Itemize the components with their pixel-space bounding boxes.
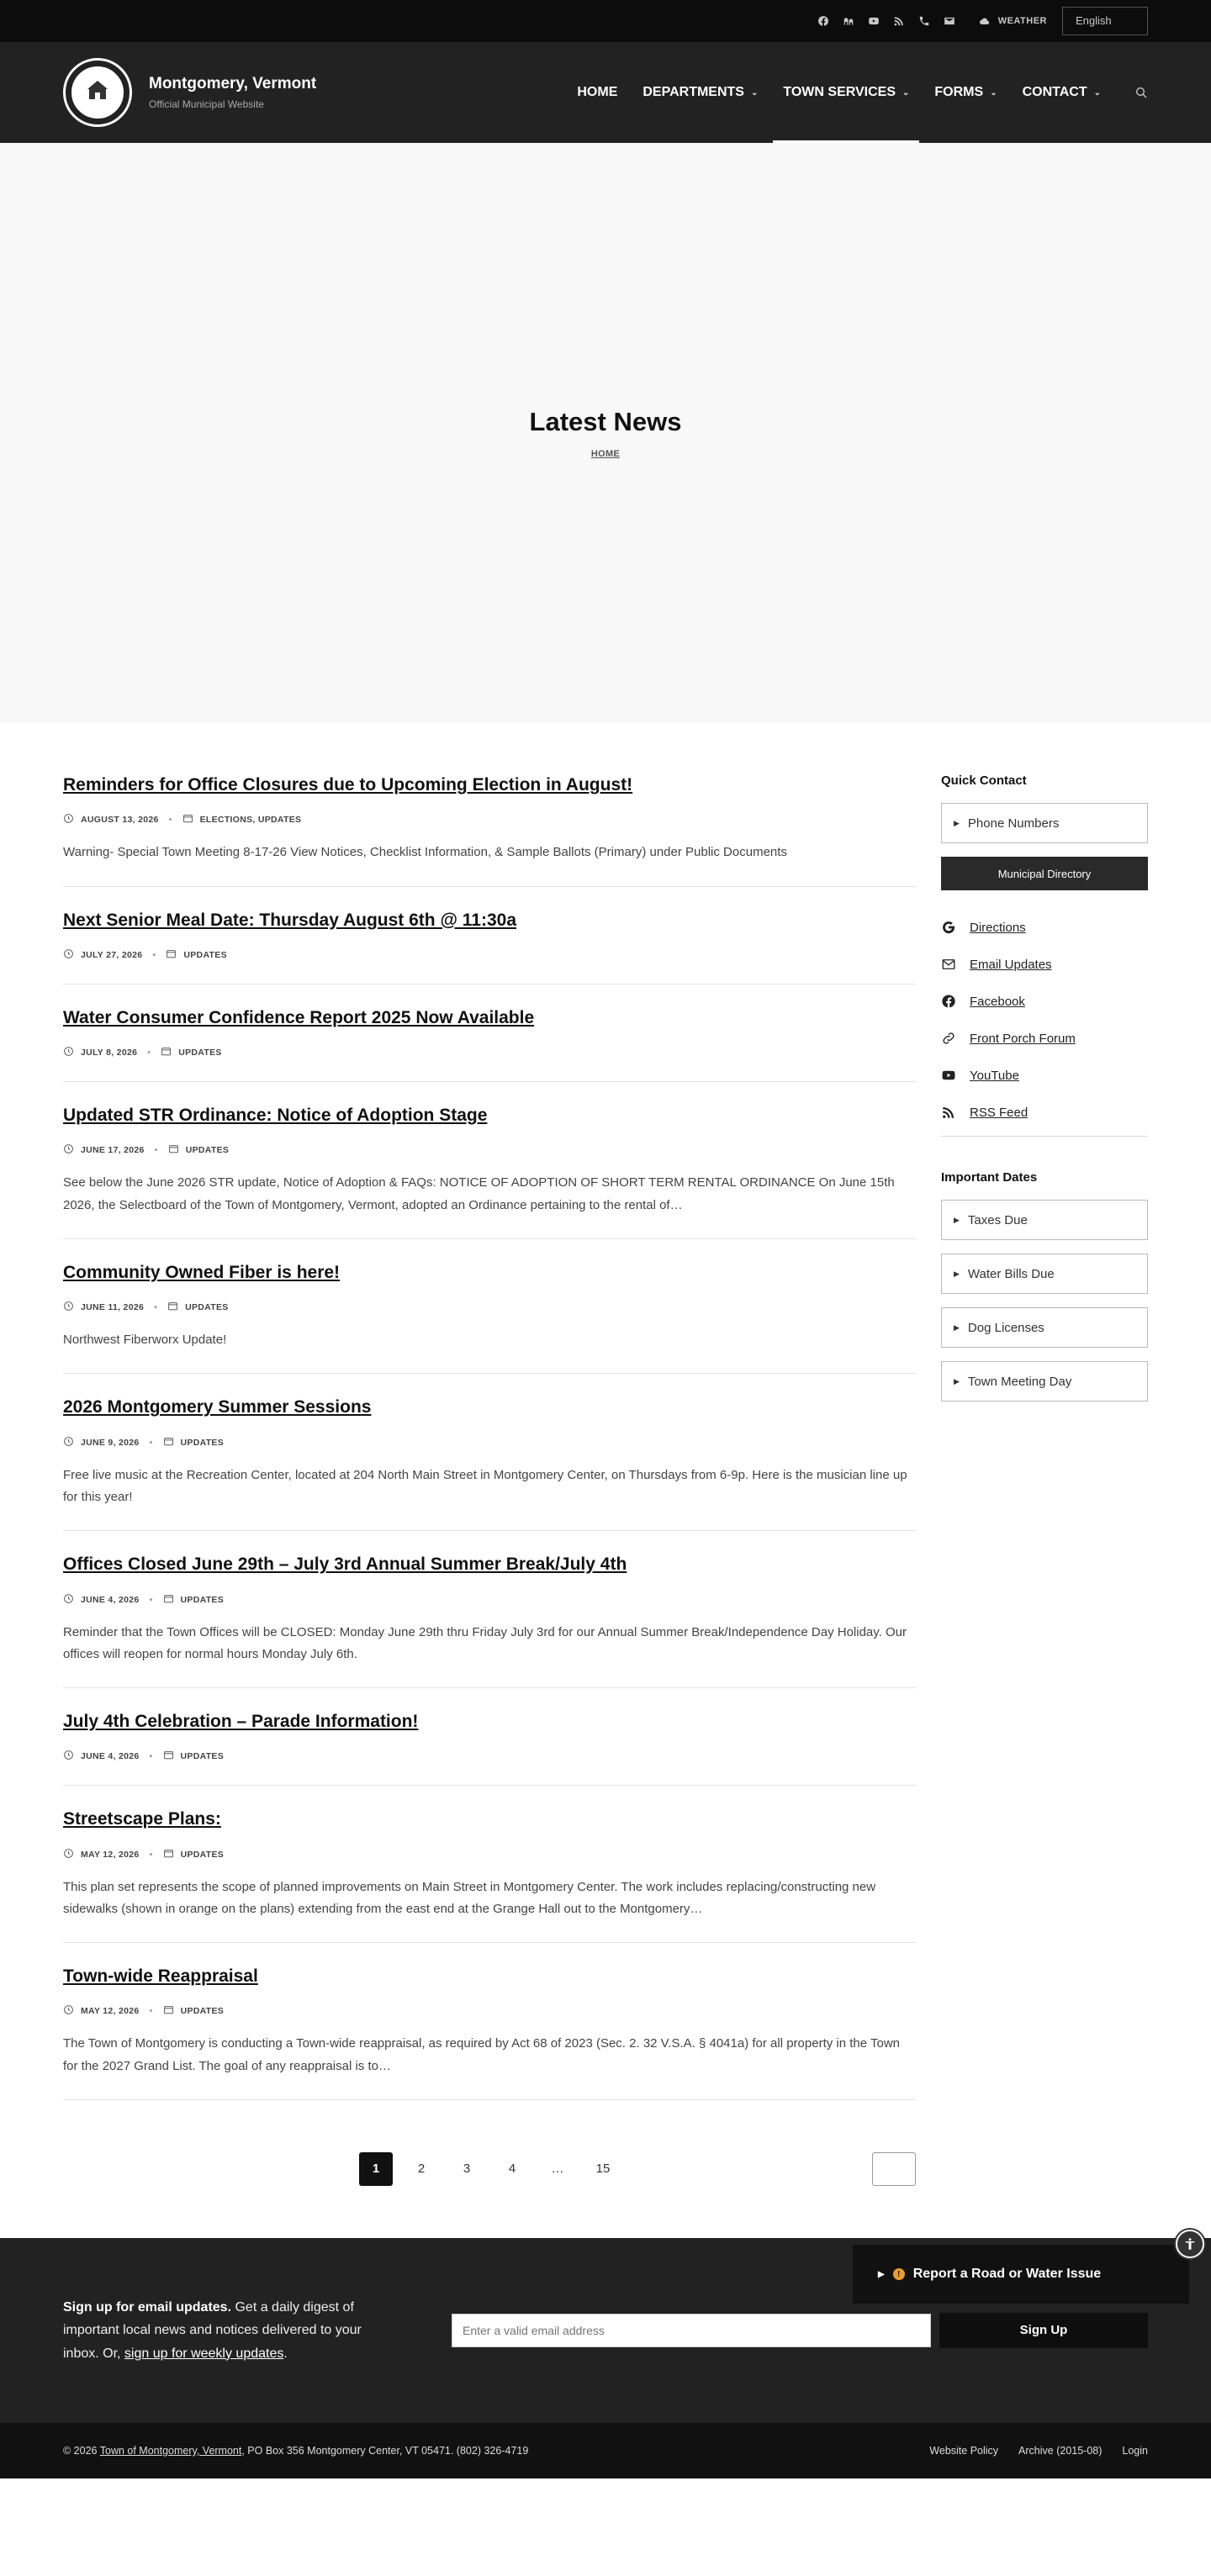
- post-categories[interactable]: UPDATES: [180, 1437, 225, 1448]
- folder-icon: [163, 2004, 174, 2018]
- page-2-link[interactable]: 2: [417, 2162, 426, 2177]
- post-date: MAY 12, 2026: [81, 1849, 140, 1860]
- email-updates-label: Email Updates: [970, 957, 1052, 972]
- post-item: [63, 1104, 916, 1239]
- facebook-icon[interactable]: [817, 14, 830, 28]
- signup-button[interactable]: Sign Up: [939, 2313, 1148, 2348]
- post-date: JUNE 11, 2026: [81, 1302, 145, 1313]
- post-categories[interactable]: UPDATES: [178, 1048, 222, 1058]
- clock-icon: [63, 948, 74, 962]
- copyright: [63, 2445, 528, 2457]
- post-meta: [63, 1046, 916, 1059]
- page-4-link[interactable]: 4: [508, 2162, 516, 2177]
- meta-separator: •: [154, 1302, 158, 1313]
- town-meeting-day-label: Town Meeting Day: [967, 1374, 1072, 1389]
- post-date: MAY 12, 2026: [81, 2006, 140, 2017]
- copyright-suffix: , PO Box 356 Montgomery Center, VT 05471. (802) 326-4719: [241, 2444, 529, 2457]
- youtube-icon[interactable]: [867, 14, 880, 28]
- site-name[interactable]: Montgomery, Vermont: [149, 75, 317, 92]
- clock-icon: [63, 1848, 74, 1861]
- meta-separator: •: [149, 1751, 153, 1762]
- signup-description: [63, 2296, 376, 2365]
- post-item: [63, 1710, 916, 1786]
- post-title-link[interactable]: Town-wide Reappraisal: [63, 1966, 258, 1987]
- page-3-link[interactable]: 3: [463, 2162, 471, 2177]
- nav-departments-label: DEPARTMENTS: [643, 85, 744, 99]
- folder-icon: [166, 948, 177, 962]
- link-icon: [941, 1031, 956, 1046]
- next-page-button[interactable]: [872, 2152, 916, 2186]
- post-excerpt: Warning- Special Town Meeting 8-17-26 View Notices, Checklist Information, & Sample Ballots (Primary) under Public Documents: [63, 845, 787, 860]
- post-title-link[interactable]: Next Senior Meal Date: Thursday August 6th @ 11:30a: [63, 910, 517, 930]
- triangle-right-icon: ▶: [954, 1215, 960, 1224]
- footer-bottom-bar: [0, 2423, 1211, 2478]
- nav-town-services-label: TOWN SERVICES: [783, 85, 896, 99]
- page-1-link[interactable]: 1: [359, 2152, 393, 2186]
- post-title-link[interactable]: Streetscape Plans:: [63, 1809, 221, 1829]
- post-title-link[interactable]: Water Consumer Confidence Report 2025 Now Available: [63, 1007, 535, 1027]
- sidebar: [941, 773, 1148, 2122]
- clock-icon: [63, 2004, 74, 2018]
- folder-icon: [167, 1301, 178, 1314]
- post-date: JULY 27, 2026: [81, 949, 143, 960]
- post-categories[interactable]: UPDATES: [180, 1594, 225, 1605]
- meta-separator: •: [147, 1048, 151, 1058]
- nav-contact[interactable]: [1023, 42, 1101, 143]
- post-excerpt: Free live music at the Recreation Center, located at 204 North Main Street in Montgomery Center, on Thursdays from 6-9p. Here is the musician line up for this year!: [63, 1467, 907, 1505]
- folder-icon: [163, 1848, 174, 1861]
- meta-separator: •: [149, 1437, 153, 1448]
- rss-feed-label: RSS Feed: [970, 1105, 1029, 1120]
- signup-body: Get a daily digest of important local news and notices delivered to your inbox. Or,: [63, 2300, 362, 2361]
- post-excerpt: Northwest Fiberworx Update!: [63, 1333, 227, 1348]
- rss-icon[interactable]: [892, 14, 906, 28]
- date-toggle-dog-licenses[interactable]: [941, 1307, 1148, 1348]
- report-issue-button[interactable]: [853, 2245, 1189, 2304]
- post-date: JUNE 17, 2026: [81, 1145, 145, 1156]
- post-date: JULY 8, 2026: [81, 1048, 138, 1058]
- post-meta: [63, 1436, 916, 1449]
- youtube-label: YouTube: [970, 1068, 1019, 1083]
- post-categories[interactable]: UPDATES: [180, 1849, 225, 1860]
- sidebar-link-facebook[interactable]: [941, 983, 1148, 1020]
- quick-links: [941, 909, 1148, 1131]
- post-categories[interactable]: UPDATES: [185, 1302, 229, 1313]
- main-content: [0, 723, 1211, 2122]
- post-title-link[interactable]: Updated STR Ordinance: Notice of Adoption Stage: [63, 1106, 488, 1126]
- nav-forms[interactable]: [934, 42, 997, 143]
- language-select[interactable]: English: [1062, 7, 1148, 35]
- post-date: JUNE 4, 2026: [81, 1594, 140, 1605]
- post-item: [63, 1396, 916, 1531]
- page-15-link[interactable]: 15: [595, 2162, 611, 2177]
- post-item: [63, 1965, 916, 2100]
- post-meta: [63, 813, 916, 826]
- meta-separator: •: [152, 949, 156, 960]
- town-link[interactable]: Town of Montgomery, Vermont: [99, 2444, 242, 2457]
- triangle-right-icon: ▶: [878, 2269, 885, 2279]
- meta-separator: •: [149, 2006, 153, 2017]
- top-bar: [0, 0, 1211, 42]
- front-porch-forum-label: Front Porch Forum: [970, 1031, 1076, 1046]
- post-meta: [63, 948, 916, 962]
- important-dates-heading: Important Dates: [941, 1170, 1038, 1185]
- post-meta: [63, 1750, 916, 1763]
- post-item: [63, 773, 916, 887]
- phone-numbers-toggle[interactable]: [941, 803, 1148, 843]
- rss-icon: [941, 1105, 956, 1120]
- nav-town-services[interactable]: [783, 42, 909, 143]
- facebook-icon: [941, 994, 956, 1009]
- post-categories[interactable]: ELECTIONS, UPDATES: [199, 815, 302, 826]
- page-title: Latest News: [529, 407, 682, 436]
- weather-label: WEATHER: [997, 16, 1047, 26]
- folder-icon: [163, 1750, 174, 1763]
- archive-link[interactable]: Archive (2015-08): [1018, 2444, 1103, 2457]
- clock-icon: [63, 813, 74, 826]
- post-item: [63, 1553, 916, 1688]
- clock-icon: [63, 1593, 74, 1607]
- post-title-link[interactable]: 2026 Montgomery Summer Sessions: [63, 1397, 372, 1417]
- sidebar-link-front-porch-forum[interactable]: [941, 1020, 1148, 1057]
- water-bills-due-label: Water Bills Due: [967, 1266, 1055, 1281]
- clock-icon: [63, 1143, 74, 1157]
- clock-icon: [63, 1301, 74, 1314]
- nav-forms-label: FORMS: [934, 85, 984, 99]
- main-nav: [577, 42, 1148, 143]
- town-seal-logo[interactable]: [63, 58, 132, 127]
- post-excerpt: The Town of Montgomery is conducting a Town-wide reappraisal, as required by Act 68 of 2023 (Sec. 2. 32 V.S.A. § 4041a) for all property in the Town for the 2027 Grand List. The goal of any reappraisal is to…: [63, 2036, 901, 2073]
- sidebar-link-directions[interactable]: [941, 909, 1148, 946]
- weather-link[interactable]: [976, 14, 1047, 28]
- site-tagline: Official Municipal Website: [149, 98, 264, 110]
- meta-separator: •: [168, 815, 172, 826]
- post-categories[interactable]: UPDATES: [183, 949, 227, 960]
- cloud-sun-icon: [976, 14, 993, 28]
- copyright-prefix: © 2026: [63, 2444, 100, 2457]
- sidebar-link-youtube[interactable]: [941, 1057, 1148, 1094]
- date-toggle-town-meeting-day[interactable]: [941, 1361, 1148, 1401]
- meta-separator: •: [149, 1849, 153, 1860]
- post-title-link[interactable]: Community Owned Fiber is here!: [63, 1262, 341, 1282]
- pagination: [63, 2152, 916, 2186]
- post-item: [63, 909, 916, 984]
- triangle-right-icon: ▶: [954, 1376, 960, 1386]
- meta-separator: •: [149, 1594, 153, 1605]
- signup-end: .: [283, 2346, 288, 2361]
- login-link[interactable]: Login: [1122, 2444, 1148, 2457]
- google-icon: [941, 920, 956, 935]
- clock-icon: [63, 1436, 74, 1449]
- phone-numbers-label: Phone Numbers: [967, 816, 1060, 831]
- search-icon[interactable]: [1134, 86, 1148, 99]
- meta-separator: •: [154, 1145, 158, 1156]
- post-title-link[interactable]: Offices Closed June 29th – July 3rd Annual Summer Break/July 4th: [63, 1555, 627, 1575]
- post-item: [63, 1808, 916, 1943]
- youtube-icon: [941, 1068, 956, 1083]
- folder-icon: [163, 1593, 174, 1607]
- clock-icon: [63, 1750, 74, 1763]
- post-title-link[interactable]: July 4th Celebration – Parade Information!: [63, 1712, 419, 1732]
- folder-icon: [182, 813, 193, 826]
- nav-departments[interactable]: [643, 42, 758, 143]
- post-excerpt: Reminder that the Town Offices will be CLOSED: Monday June 29th thru Friday July 3rd for our Annual Summer Break/Independence Day Holiday. Our offices will reopen for normal hours Monday July 6th.: [63, 1624, 907, 1661]
- post-meta: [63, 1301, 916, 1314]
- page-hero: [0, 143, 1211, 723]
- post-excerpt: This plan set represents the scope of planned improvements on Main Street in Montgomery Center. The work includes replacing/constructing new sidewalks (shown in orange on the plans) extending from the east end at the Grange Hall out to the Montgomery…: [63, 1879, 876, 1916]
- post-meta: [63, 1848, 916, 1861]
- directions-label: Directions: [970, 920, 1026, 935]
- site-header: [0, 42, 1211, 143]
- sidebar-link-rss-feed[interactable]: [941, 1094, 1148, 1131]
- triangle-right-icon: ▶: [954, 818, 960, 827]
- email-icon[interactable]: [943, 14, 956, 28]
- post-categories[interactable]: UPDATES: [180, 1751, 225, 1762]
- envelope-icon: [941, 957, 956, 972]
- post-date: JUNE 4, 2026: [81, 1751, 140, 1762]
- folder-icon: [161, 1046, 172, 1059]
- post-meta: [63, 2004, 916, 2018]
- post-item: [63, 1261, 916, 1375]
- post-meta: [63, 1593, 916, 1607]
- post-list: [63, 773, 916, 2122]
- chevron-down-icon: ⌄: [750, 87, 759, 98]
- warning-icon: !: [893, 2268, 905, 2280]
- post-categories[interactable]: UPDATES: [180, 2006, 225, 2017]
- quick-contact-heading: Quick Contact: [941, 773, 1027, 788]
- post-excerpt: See below the June 2026 STR update, Notice of Adoption & FAQs: NOTICE OF ADOPTION OF SHORT TERM RENTAL ORDINANCE On June 15th 2026, the Selectboard of the Town of Montgomery, Vermont, adopted an Ordinance pertaining to the rental of…: [63, 1175, 895, 1212]
- breadcrumb-home[interactable]: HOME: [590, 449, 621, 459]
- signup-form: [452, 2313, 1148, 2348]
- signup-heading: Sign up for email updates.: [63, 2300, 232, 2315]
- website-policy-link[interactable]: Website Policy: [929, 2444, 999, 2457]
- dog-licenses-label: Dog Licenses: [967, 1320, 1044, 1335]
- page-ellipsis: …: [551, 2162, 564, 2177]
- email-input[interactable]: [452, 2314, 931, 2347]
- chevron-down-icon: ⌄: [1093, 87, 1101, 98]
- date-toggle-water-bills-due[interactable]: [941, 1254, 1148, 1294]
- front-porch-icon[interactable]: [842, 14, 855, 28]
- date-toggle-taxes-due[interactable]: [941, 1200, 1148, 1240]
- triangle-right-icon: ▶: [954, 1322, 960, 1332]
- weekly-updates-link[interactable]: sign up for weekly updates: [124, 2346, 284, 2361]
- post-date: JUNE 9, 2026: [81, 1437, 140, 1448]
- report-issue-label: Report a Road or Water Issue: [912, 2267, 1102, 2281]
- municipal-directory-button[interactable]: Municipal Directory: [941, 857, 1148, 890]
- phone-icon[interactable]: [918, 14, 931, 28]
- triangle-right-icon: ▶: [954, 1269, 960, 1278]
- facebook-label: Facebook: [970, 994, 1025, 1009]
- nav-home[interactable]: [577, 42, 617, 143]
- post-meta: [63, 1143, 916, 1157]
- nav-home-label: HOME: [577, 85, 618, 99]
- accessibility-icon[interactable]: [1176, 2230, 1204, 2258]
- post-date: AUGUST 13, 2026: [81, 815, 159, 826]
- sidebar-divider: [941, 1136, 1148, 1137]
- post-item: [63, 1006, 916, 1082]
- nav-contact-label: CONTACT: [1022, 85, 1087, 99]
- clock-icon: [63, 1046, 74, 1059]
- post-title-link[interactable]: Reminders for Office Closures due to Upcoming Election in August!: [63, 775, 633, 794]
- folder-icon: [163, 1436, 174, 1449]
- post-categories[interactable]: UPDATES: [185, 1145, 230, 1156]
- chevron-down-icon: ⌄: [902, 87, 910, 98]
- folder-icon: [168, 1143, 179, 1157]
- taxes-due-label: Taxes Due: [967, 1212, 1028, 1227]
- chevron-down-icon: ⌄: [990, 87, 997, 98]
- sidebar-link-email-updates[interactable]: [941, 946, 1148, 983]
